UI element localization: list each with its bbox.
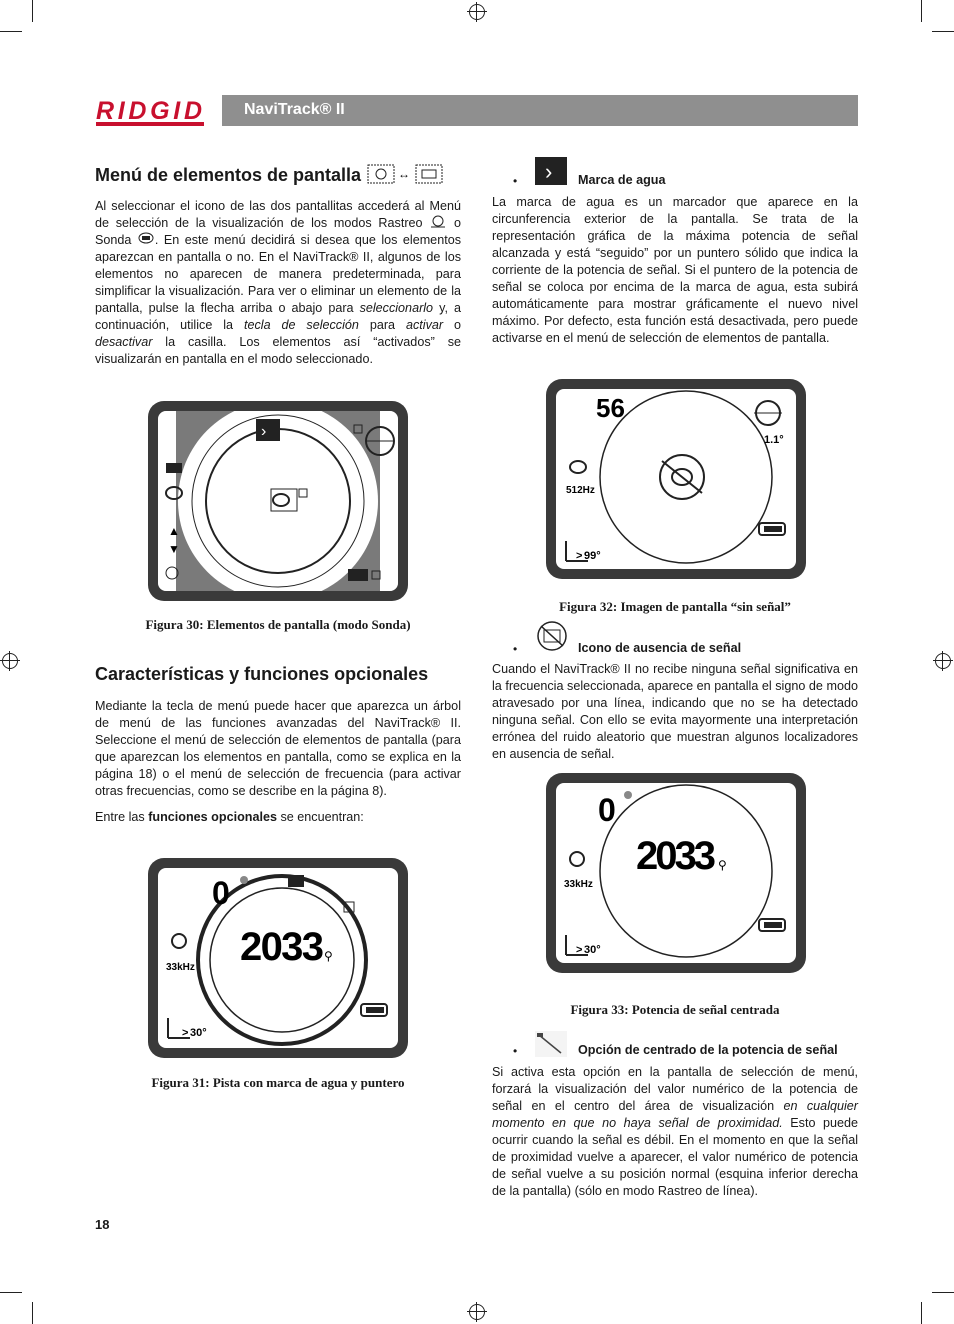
svg-text:2033: 2033 bbox=[240, 925, 324, 969]
svg-text:RIDGID: RIDGID bbox=[96, 97, 202, 125]
crop-mark bbox=[921, 1302, 922, 1324]
watermark-screen-image bbox=[158, 868, 398, 1048]
bullet: • bbox=[513, 642, 518, 656]
svg-text:⚲: ⚲ bbox=[324, 949, 333, 963]
figure-31-screen bbox=[148, 858, 408, 1058]
svg-text:2033: 2033 bbox=[636, 834, 716, 878]
svg-text:⚲: ⚲ bbox=[718, 858, 727, 872]
svg-text:>: > bbox=[182, 1027, 189, 1039]
center-signal-option-icon bbox=[535, 1031, 567, 1057]
figure-caption: Figura 30: Elementos de pantalla (modo Sonda) bbox=[145, 617, 411, 632]
centered-signal-screen-image bbox=[556, 783, 796, 963]
svg-text:30°: 30° bbox=[584, 944, 601, 956]
crop-mark bbox=[32, 0, 33, 22]
svg-text:›: › bbox=[261, 423, 267, 440]
svg-text:↔: ↔ bbox=[398, 167, 411, 181]
section-heading: Características y funciones opcionales bbox=[95, 664, 429, 684]
svg-text:99°: 99° bbox=[584, 550, 601, 562]
bullet-title: Marca de agua bbox=[578, 173, 666, 187]
ridgid-logo bbox=[96, 96, 204, 128]
figure-caption: Figura 31: Pista con marca de agua y puntero bbox=[151, 1075, 405, 1090]
figure-33-screen bbox=[546, 773, 806, 973]
bullet3-paragraph: Si activa esta opción en la pantalla de selección de menú, forzará la visualización del valor numérico de la potencia de señal en el centro del área de visualización en cualquier momento en que no haya señal de proximidad. Esto puede ocurrir cuando la señal es débil. En el momento en que la señal de proximidad vuelve a aparecer, el valor numérico de potencia de señal vuelve a su posición normal (esquina inferior derecha de la pantalla) (sólo en modo Rastreo de línea). bbox=[492, 1065, 858, 1198]
header-bar bbox=[222, 95, 858, 126]
bullet-title: Opción de centrado de la potencia de señal bbox=[578, 1043, 838, 1057]
registration-mark-icon bbox=[2, 653, 18, 669]
svg-text:›: › bbox=[545, 159, 553, 184]
dual-screen-icon bbox=[366, 163, 446, 185]
svg-text:33kHz: 33kHz bbox=[564, 879, 593, 890]
crop-mark bbox=[921, 0, 922, 22]
no-signal-icon bbox=[535, 620, 569, 652]
crop-mark bbox=[932, 31, 954, 32]
svg-text:512Hz: 512Hz bbox=[566, 485, 595, 496]
crop-mark bbox=[0, 1292, 22, 1293]
svg-text:33kHz: 33kHz bbox=[166, 962, 195, 973]
bullet: • bbox=[513, 174, 518, 188]
figure-caption: Figura 32: Imagen de pantalla “sin señal” bbox=[559, 599, 791, 614]
figure-32-screen bbox=[546, 379, 806, 579]
registration-mark-icon bbox=[469, 4, 485, 20]
crop-mark bbox=[0, 31, 22, 32]
line-trace-icon bbox=[429, 215, 447, 229]
svg-text:0: 0 bbox=[598, 792, 616, 828]
page-number: 18 bbox=[95, 1217, 110, 1232]
bullet1-paragraph: La marca de agua es un marcador que aparece en la circunferencia exterior de la pantalla. Se trata de la representación gráfica de la máxima potencia de señal alcanzada y está “seguido” por un puntero sólido que indica la corriente de la potencia de señal. Si el puntero de la potencia de señal se coloca por encima de la marca de agua, esta subirá automáticamente para mostrar gráficamente el nuevo nivel máximo. Por defecto, esta función está desactivada, pero puede activarse en el menú de selección de elementos de pantalla. bbox=[492, 195, 858, 345]
crop-mark bbox=[932, 1292, 954, 1293]
bullet: • bbox=[513, 1044, 518, 1058]
svg-text:▼: ▼ bbox=[168, 542, 180, 556]
no-signal-screen-image bbox=[556, 389, 796, 569]
sonde-icon bbox=[137, 232, 155, 246]
section1-paragraph: Al seleccionar el icono de las dos pantallitas accederá al Menú de selección de la visualización de los modos Rastreo o Sonda . En este menú decidirá si desea que los elementos aparezcan en pantalla o no. En el NaviTrack® II, algunos de los elementos no aparecen de manera predeterminada, para simplificar la visualización. Para ver o eliminar un elemento de la pantalla, pulse la flecha arriba o abajo para seleccionarlo y, a continuación, utilice la tecla de selección para activar o desactivar la casilla. Los elementos así “activados” se visualizarán en pantalla en el modo seleccionado. bbox=[95, 199, 462, 366]
bullet-title: Icono de ausencia de señal bbox=[578, 641, 742, 655]
svg-text:1.1°: 1.1° bbox=[764, 434, 784, 446]
registration-mark-icon bbox=[469, 1304, 485, 1320]
section2-paragraph: Mediante la tecla de menú puede hacer que aparezca un árbol de menú de las funciones avanzadas del NaviTrack® II. Seleccione el menú de selección de elementos de pantalla (para que aparezcan los elementos en pantalla, como se explica en la página 18) o el menú de selección de frecuencia (para activar otras frecuencias, como se describe en la página 8). Entre las funciones opcionales se encuentran: bbox=[95, 699, 461, 824]
svg-text:▲: ▲ bbox=[168, 524, 180, 538]
bullet2-paragraph: Cuando el NaviTrack® II no recibe ninguna señal significativa en la frecuencia seleccionada, aparece en pantalla el signo de modo atravesado por una línea, indicando que no se ha detectado ninguna señal. Con ello se evita mayormente una interpretación errónea del ruido aleatorio que muestran algunos localizadores en ausencia de señal. bbox=[492, 662, 858, 761]
watermark-icon bbox=[535, 157, 567, 185]
svg-text:>: > bbox=[576, 550, 583, 562]
figure-30-screen bbox=[148, 401, 408, 601]
sonde-screen-image bbox=[158, 411, 398, 591]
crop-mark bbox=[32, 1302, 33, 1324]
svg-text:0: 0 bbox=[212, 875, 230, 911]
header-title: NaviTrack® II bbox=[244, 101, 345, 118]
svg-text:>: > bbox=[576, 944, 583, 956]
registration-mark-icon bbox=[935, 653, 951, 669]
svg-text:56: 56 bbox=[596, 393, 625, 423]
svg-text:30°: 30° bbox=[190, 1027, 207, 1039]
section-heading: Menú de elementos de pantalla ↔ bbox=[95, 163, 446, 186]
figure-caption: Figura 33: Potencia de señal centrada bbox=[570, 1002, 780, 1017]
